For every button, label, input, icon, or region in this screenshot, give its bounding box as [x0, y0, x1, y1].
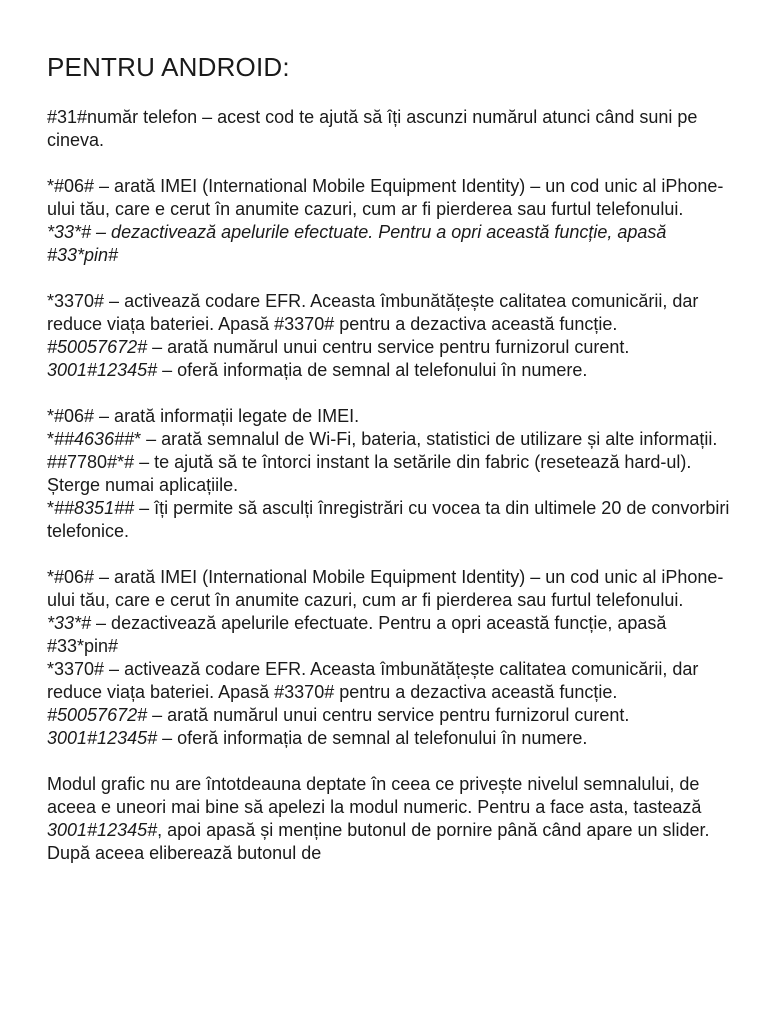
code-prefix: *: [47, 429, 55, 449]
code-description: – arată numărul unui centru service pentru furnizorul curent.: [147, 705, 630, 725]
paragraph-line: [47, 727, 737, 750]
paragraph-text: #31#număr telefon – acest cod te ajută să îți ascunzi numărul atunci când suni pe cineva.: [47, 107, 698, 150]
paragraph-efr-codes: [47, 290, 737, 382]
paragraph-line: *#06# – arată IMEI (International Mobile Equipment Identity) – un cod unic al iPhone-ului tău, care e cerut în anumite cazuri, cum ar fi pierderea sau furtul telefonului.: [47, 567, 724, 610]
code-text: ##8351##: [54, 498, 135, 518]
paragraph-line: [47, 612, 737, 658]
code-description: * – arată semnalul de Wi-Fi, bateria, statistici de utilizare și alte informații.: [134, 429, 718, 449]
code-text: #50057672#: [47, 705, 148, 725]
code-text: *33*#: [47, 613, 92, 633]
code-description: – dezactivează apelurile efectuate. Pentru a opri această funcție, apasă #33*pin#: [47, 613, 667, 656]
code-text: 3001#12345#: [47, 360, 158, 380]
code-text: ##4636##: [54, 429, 135, 449]
paragraph-text: Modul grafic nu are întotdeauna deptate în ceea ce privește nivelul semnalului, de aceea e uneori mai bine să apelezi la modul numeric. Pentru a face asta, tastează: [47, 774, 702, 817]
paragraph-line: *3370# – activează codare EFR. Aceasta îmbunătățește calitatea comunicării, dar reduce viața bateriei. Apasă #3370# pentru a dezactiva această funcție.: [47, 291, 699, 334]
paragraph-line: ##7780#*# – te ajută să te întorci instant la setările din fabric (resetează hard-ul). Șterge numai aplicațiile.: [47, 452, 692, 495]
paragraph-hide-number: [47, 106, 737, 152]
paragraph-line: [47, 336, 737, 359]
paragraph-line: [47, 359, 737, 382]
paragraph-line-italic: *33*# – dezactivează apelurile efectuate. Pentru a opri această funcție, apasă #33*pin#: [47, 222, 667, 265]
paragraph-graphic-mode: [47, 773, 737, 865]
code-description: – oferă informația de semnal al telefonului în numere.: [157, 360, 588, 380]
code-description: – arată numărul unui centru service pentru furnizorul curent.: [147, 337, 630, 357]
code-text: #50057672#: [47, 337, 148, 357]
paragraph-text: , apoi apasă și menține butonul de pornire până când apare un slider. După aceea eliberează butonul de: [47, 820, 710, 863]
paragraph-line: [47, 773, 737, 865]
paragraph-line: [47, 704, 737, 727]
paragraph-line: *3370# – activează codare EFR. Aceasta îmbunătățește calitatea comunicării, dar reduce viața bateriei. Apasă #3370# pentru a dezactiva această funcție.: [47, 659, 699, 702]
paragraph-line: [47, 497, 737, 543]
code-prefix: *: [47, 498, 55, 518]
document-page: [47, 50, 737, 888]
paragraph-line: *#06# – arată IMEI (International Mobile Equipment Identity) – un cod unic al iPhone-ului tău, care e cerut în anumite cazuri, cum ar fi pierderea sau furtul telefonului.: [47, 176, 724, 219]
paragraph-imei-codes: [47, 175, 737, 267]
page-title: PENTRU ANDROID:: [47, 52, 290, 82]
paragraph-line: *#06# – arată informații legate de IMEI.: [47, 406, 360, 426]
code-text: 3001#12345#: [47, 820, 158, 840]
paragraph-line: [47, 428, 737, 451]
paragraph-info-codes: [47, 405, 737, 543]
code-description: – oferă informația de semnal al telefonului în numere.: [157, 728, 588, 748]
code-description: – îți permite să asculți înregistrări cu vocea ta din ultimele 20 de convorbiri telefonice.: [47, 498, 730, 541]
code-text: 3001#12345#: [47, 728, 158, 748]
paragraph-repeat-codes: [47, 566, 737, 750]
